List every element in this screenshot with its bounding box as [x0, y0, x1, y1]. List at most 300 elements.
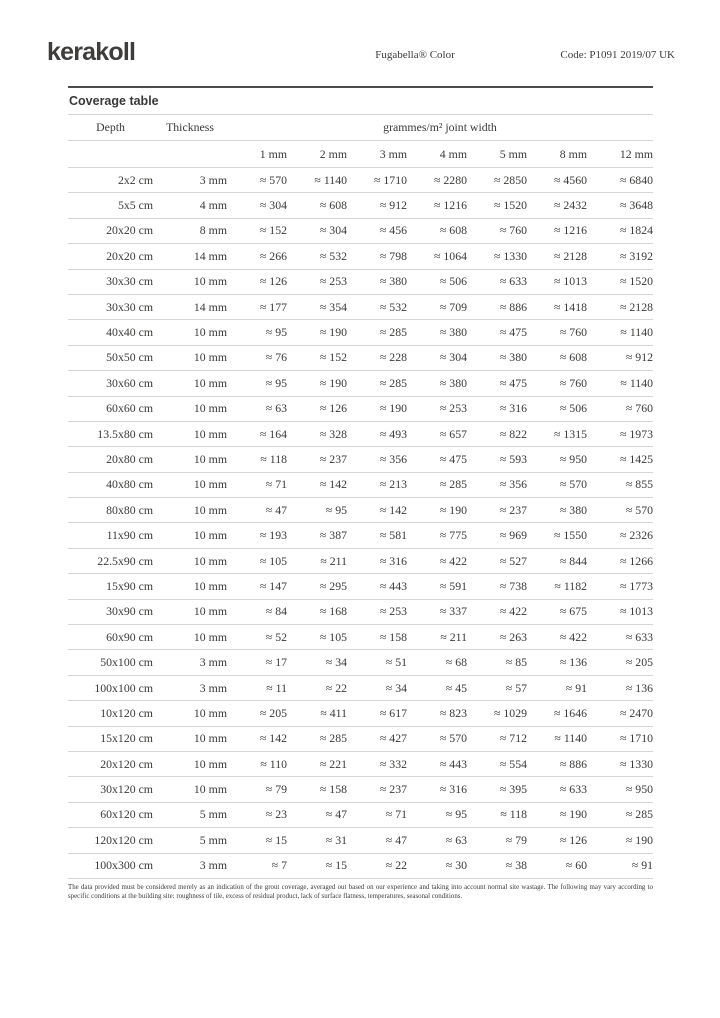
coverage-value-cell: ≈ 11 — [227, 675, 287, 700]
depth-cell: 15x90 cm — [68, 574, 153, 599]
coverage-value-cell: ≈ 608 — [407, 218, 467, 243]
table-row — [68, 472, 653, 497]
coverage-value-cell: ≈ 84 — [227, 599, 287, 624]
coverage-value-cell: ≈ 63 — [227, 396, 287, 421]
depth-cell: 30x120 cm — [68, 777, 153, 802]
coverage-value-cell: ≈ 91 — [527, 675, 587, 700]
thickness-cell: 14 mm — [153, 294, 227, 319]
coverage-value-cell: ≈ 532 — [347, 294, 407, 319]
thickness-cell: 10 mm — [153, 498, 227, 523]
coverage-value-cell: ≈ 1425 — [587, 447, 653, 472]
thickness-cell: 10 mm — [153, 447, 227, 472]
coverage-value-cell: ≈ 2128 — [587, 294, 653, 319]
coverage-value-cell: ≈ 475 — [407, 447, 467, 472]
table-row — [68, 421, 653, 446]
document-code: Code: P1091 2019/07 UK — [560, 49, 675, 61]
grammes-joint-width-header: grammes/m² joint width — [227, 115, 653, 141]
table-row — [68, 548, 653, 573]
coverage-value-cell: ≈ 45 — [407, 675, 467, 700]
coverage-value-cell: ≈ 79 — [467, 828, 527, 853]
coverage-value-cell: ≈ 147 — [227, 574, 287, 599]
coverage-value-cell: ≈ 7 — [227, 853, 287, 878]
coverage-value-cell: ≈ 47 — [227, 498, 287, 523]
empty-cell — [68, 141, 153, 168]
coverage-value-cell: ≈ 570 — [527, 472, 587, 497]
coverage-value-cell: ≈ 105 — [227, 548, 287, 573]
depth-cell: 60x120 cm — [68, 802, 153, 827]
coverage-value-cell: ≈ 380 — [347, 269, 407, 294]
coverage-value-cell: ≈ 285 — [347, 371, 407, 396]
coverage-value-cell: ≈ 91 — [587, 853, 653, 878]
coverage-value-cell: ≈ 190 — [287, 320, 347, 345]
coverage-value-cell: ≈ 380 — [527, 498, 587, 523]
coverage-value-cell: ≈ 633 — [527, 777, 587, 802]
coverage-value-cell: ≈ 63 — [407, 828, 467, 853]
coverage-value-cell: ≈ 855 — [587, 472, 653, 497]
coverage-section — [68, 86, 653, 901]
coverage-value-cell: ≈ 1064 — [407, 244, 467, 269]
coverage-value-cell: ≈ 1266 — [587, 548, 653, 573]
table-row — [68, 498, 653, 523]
coverage-value-cell: ≈ 211 — [407, 625, 467, 650]
coverage-value-cell: ≈ 2850 — [467, 168, 527, 193]
coverage-value-cell: ≈ 1773 — [587, 574, 653, 599]
coverage-value-cell: ≈ 118 — [227, 447, 287, 472]
coverage-value-cell: ≈ 506 — [527, 396, 587, 421]
coverage-value-cell: ≈ 316 — [347, 548, 407, 573]
coverage-value-cell: ≈ 152 — [227, 218, 287, 243]
coverage-value-cell: ≈ 608 — [527, 345, 587, 370]
depth-cell: 15x120 cm — [68, 726, 153, 751]
table-row — [68, 625, 653, 650]
coverage-value-cell: ≈ 237 — [347, 777, 407, 802]
coverage-value-cell: ≈ 760 — [587, 396, 653, 421]
thickness-cell: 10 mm — [153, 701, 227, 726]
joint-width-header: 5 mm — [467, 141, 527, 168]
coverage-value-cell: ≈ 95 — [227, 320, 287, 345]
coverage-value-cell: ≈ 493 — [347, 421, 407, 446]
coverage-value-cell: ≈ 633 — [587, 625, 653, 650]
coverage-value-cell: ≈ 380 — [467, 345, 527, 370]
coverage-value-cell: ≈ 422 — [467, 599, 527, 624]
section-title: Coverage table — [69, 94, 159, 108]
coverage-value-cell: ≈ 712 — [467, 726, 527, 751]
coverage-value-cell: ≈ 912 — [587, 345, 653, 370]
coverage-value-cell: ≈ 71 — [227, 472, 287, 497]
coverage-value-cell: ≈ 506 — [407, 269, 467, 294]
table-row — [68, 574, 653, 599]
coverage-value-cell: ≈ 356 — [347, 447, 407, 472]
coverage-value-cell: ≈ 1550 — [527, 523, 587, 548]
coverage-value-cell: ≈ 205 — [227, 701, 287, 726]
coverage-value-cell: ≈ 285 — [347, 320, 407, 345]
table-row — [68, 650, 653, 675]
coverage-value-cell: ≈ 1330 — [587, 751, 653, 776]
coverage-value-cell: ≈ 126 — [287, 396, 347, 421]
thickness-cell: 3 mm — [153, 853, 227, 878]
table-row — [68, 218, 653, 243]
coverage-table — [68, 114, 653, 879]
table-row — [68, 726, 653, 751]
coverage-value-cell: ≈ 51 — [347, 650, 407, 675]
coverage-value-cell: ≈ 1140 — [587, 371, 653, 396]
depth-cell: 50x100 cm — [68, 650, 153, 675]
thickness-cell: 3 mm — [153, 650, 227, 675]
table-row — [68, 396, 653, 421]
coverage-value-cell: ≈ 95 — [407, 802, 467, 827]
depth-cell: 60x60 cm — [68, 396, 153, 421]
coverage-value-cell: ≈ 177 — [227, 294, 287, 319]
coverage-value-cell: ≈ 823 — [407, 701, 467, 726]
coverage-value-cell: ≈ 570 — [407, 726, 467, 751]
thickness-cell: 10 mm — [153, 421, 227, 446]
coverage-value-cell: ≈ 105 — [287, 625, 347, 650]
coverage-value-cell: ≈ 15 — [287, 853, 347, 878]
coverage-value-cell: ≈ 1140 — [287, 168, 347, 193]
depth-cell: 20x20 cm — [68, 244, 153, 269]
coverage-value-cell: ≈ 22 — [347, 853, 407, 878]
coverage-value-cell: ≈ 608 — [287, 193, 347, 218]
thickness-cell: 3 mm — [153, 675, 227, 700]
coverage-value-cell: ≈ 136 — [527, 650, 587, 675]
depth-cell: 10x120 cm — [68, 701, 153, 726]
joint-width-header: 8 mm — [527, 141, 587, 168]
coverage-value-cell: ≈ 60 — [527, 853, 587, 878]
coverage-value-cell: ≈ 581 — [347, 523, 407, 548]
coverage-value-cell: ≈ 422 — [527, 625, 587, 650]
coverage-value-cell: ≈ 356 — [467, 472, 527, 497]
coverage-value-cell: ≈ 110 — [227, 751, 287, 776]
coverage-value-cell: ≈ 1520 — [467, 193, 527, 218]
thickness-cell: 4 mm — [153, 193, 227, 218]
coverage-value-cell: ≈ 1330 — [467, 244, 527, 269]
coverage-value-cell: ≈ 30 — [407, 853, 467, 878]
coverage-value-cell: ≈ 266 — [227, 244, 287, 269]
coverage-value-cell: ≈ 950 — [527, 447, 587, 472]
depth-cell: 5x5 cm — [68, 193, 153, 218]
coverage-value-cell: ≈ 142 — [287, 472, 347, 497]
coverage-value-cell: ≈ 570 — [587, 498, 653, 523]
coverage-value-cell: ≈ 253 — [347, 599, 407, 624]
table-row — [68, 345, 653, 370]
thickness-cell: 10 mm — [153, 371, 227, 396]
depth-cell: 120x120 cm — [68, 828, 153, 853]
thickness-cell: 10 mm — [153, 548, 227, 573]
coverage-value-cell: ≈ 164 — [227, 421, 287, 446]
thickness-cell: 10 mm — [153, 625, 227, 650]
coverage-value-cell: ≈ 1140 — [527, 726, 587, 751]
coverage-value-cell: ≈ 168 — [287, 599, 347, 624]
coverage-value-cell: ≈ 152 — [287, 345, 347, 370]
coverage-value-cell: ≈ 443 — [407, 751, 467, 776]
table-row — [68, 802, 653, 827]
coverage-value-cell: ≈ 1973 — [587, 421, 653, 446]
depth-cell: 20x20 cm — [68, 218, 153, 243]
coverage-value-cell: ≈ 886 — [467, 294, 527, 319]
coverage-value-cell: ≈ 2326 — [587, 523, 653, 548]
coverage-value-cell: ≈ 822 — [467, 421, 527, 446]
coverage-value-cell: ≈ 285 — [407, 472, 467, 497]
thickness-cell: 10 mm — [153, 320, 227, 345]
coverage-value-cell: ≈ 1140 — [587, 320, 653, 345]
depth-cell: 40x80 cm — [68, 472, 153, 497]
coverage-value-cell: ≈ 211 — [287, 548, 347, 573]
coverage-value-cell: ≈ 354 — [287, 294, 347, 319]
coverage-value-cell: ≈ 1646 — [527, 701, 587, 726]
coverage-value-cell: ≈ 95 — [287, 498, 347, 523]
coverage-value-cell: ≈ 221 — [287, 751, 347, 776]
coverage-value-cell: ≈ 85 — [467, 650, 527, 675]
joint-width-header: 1 mm — [227, 141, 287, 168]
table-row — [68, 193, 653, 218]
coverage-value-cell: ≈ 456 — [347, 218, 407, 243]
coverage-value-cell: ≈ 332 — [347, 751, 407, 776]
coverage-value-cell: ≈ 760 — [527, 371, 587, 396]
coverage-value-cell: ≈ 237 — [467, 498, 527, 523]
depth-cell: 100x300 cm — [68, 853, 153, 878]
coverage-value-cell: ≈ 6840 — [587, 168, 653, 193]
thickness-column-header: Thickness — [153, 115, 227, 141]
depth-cell: 30x60 cm — [68, 371, 153, 396]
coverage-value-cell: ≈ 142 — [347, 498, 407, 523]
coverage-value-cell: ≈ 532 — [287, 244, 347, 269]
depth-cell: 40x40 cm — [68, 320, 153, 345]
coverage-value-cell: ≈ 142 — [227, 726, 287, 751]
depth-cell: 2x2 cm — [68, 168, 153, 193]
coverage-value-cell: ≈ 328 — [287, 421, 347, 446]
depth-cell: 30x30 cm — [68, 269, 153, 294]
coverage-value-cell: ≈ 912 — [347, 193, 407, 218]
coverage-value-cell: ≈ 1418 — [527, 294, 587, 319]
coverage-value-cell: ≈ 47 — [347, 828, 407, 853]
coverage-value-cell: ≈ 38 — [467, 853, 527, 878]
depth-cell: 60x90 cm — [68, 625, 153, 650]
coverage-value-cell: ≈ 886 — [527, 751, 587, 776]
table-row — [68, 751, 653, 776]
depth-cell: 20x80 cm — [68, 447, 153, 472]
depth-cell: 100x100 cm — [68, 675, 153, 700]
coverage-value-cell: ≈ 190 — [527, 802, 587, 827]
coverage-value-cell: ≈ 253 — [407, 396, 467, 421]
coverage-value-cell: ≈ 2470 — [587, 701, 653, 726]
coverage-value-cell: ≈ 387 — [287, 523, 347, 548]
coverage-value-cell: ≈ 295 — [287, 574, 347, 599]
coverage-value-cell: ≈ 1216 — [407, 193, 467, 218]
coverage-value-cell: ≈ 427 — [347, 726, 407, 751]
depth-cell: 13.5x80 cm — [68, 421, 153, 446]
coverage-value-cell: ≈ 4560 — [527, 168, 587, 193]
coverage-value-cell: ≈ 395 — [467, 777, 527, 802]
coverage-value-cell: ≈ 76 — [227, 345, 287, 370]
thickness-cell: 8 mm — [153, 218, 227, 243]
table-row — [68, 777, 653, 802]
coverage-value-cell: ≈ 22 — [287, 675, 347, 700]
coverage-value-cell: ≈ 633 — [467, 269, 527, 294]
depth-cell: 22.5x90 cm — [68, 548, 153, 573]
table-row — [68, 675, 653, 700]
thickness-cell: 10 mm — [153, 777, 227, 802]
coverage-value-cell: ≈ 285 — [587, 802, 653, 827]
coverage-value-cell: ≈ 798 — [347, 244, 407, 269]
coverage-value-cell: ≈ 1710 — [587, 726, 653, 751]
depth-cell: 20x120 cm — [68, 751, 153, 776]
coverage-value-cell: ≈ 95 — [227, 371, 287, 396]
coverage-value-cell: ≈ 443 — [347, 574, 407, 599]
depth-cell: 30x90 cm — [68, 599, 153, 624]
coverage-value-cell: ≈ 657 — [407, 421, 467, 446]
table-row — [68, 294, 653, 319]
coverage-value-cell: ≈ 709 — [407, 294, 467, 319]
coverage-value-cell: ≈ 304 — [407, 345, 467, 370]
coverage-value-cell: ≈ 1710 — [347, 168, 407, 193]
coverage-value-cell: ≈ 17 — [227, 650, 287, 675]
joint-width-header: 12 mm — [587, 141, 653, 168]
coverage-value-cell: ≈ 193 — [227, 523, 287, 548]
coverage-value-cell: ≈ 760 — [467, 218, 527, 243]
coverage-value-cell: ≈ 760 — [527, 320, 587, 345]
table-row — [68, 853, 653, 878]
coverage-value-cell: ≈ 15 — [227, 828, 287, 853]
table-row — [68, 828, 653, 853]
coverage-value-cell: ≈ 675 — [527, 599, 587, 624]
coverage-value-cell: ≈ 190 — [287, 371, 347, 396]
thickness-cell: 10 mm — [153, 751, 227, 776]
coverage-value-cell: ≈ 68 — [407, 650, 467, 675]
depth-cell: 11x90 cm — [68, 523, 153, 548]
table-row — [68, 320, 653, 345]
coverage-value-cell: ≈ 52 — [227, 625, 287, 650]
table-row — [68, 371, 653, 396]
coverage-value-cell: ≈ 969 — [467, 523, 527, 548]
thickness-cell: 5 mm — [153, 802, 227, 827]
coverage-value-cell: ≈ 593 — [467, 447, 527, 472]
coverage-value-cell: ≈ 844 — [527, 548, 587, 573]
coverage-value-cell: ≈ 57 — [467, 675, 527, 700]
document-title: Fugabella® Color — [375, 49, 455, 61]
coverage-value-cell: ≈ 205 — [587, 650, 653, 675]
coverage-value-cell: ≈ 738 — [467, 574, 527, 599]
coverage-value-cell: ≈ 136 — [587, 675, 653, 700]
thickness-cell: 5 mm — [153, 828, 227, 853]
coverage-value-cell: ≈ 263 — [467, 625, 527, 650]
coverage-value-cell: ≈ 316 — [407, 777, 467, 802]
coverage-value-cell: ≈ 3648 — [587, 193, 653, 218]
thickness-cell: 10 mm — [153, 523, 227, 548]
coverage-value-cell: ≈ 23 — [227, 802, 287, 827]
thickness-cell: 10 mm — [153, 472, 227, 497]
joint-width-header: 3 mm — [347, 141, 407, 168]
coverage-value-cell: ≈ 79 — [227, 777, 287, 802]
coverage-value-cell: ≈ 950 — [587, 777, 653, 802]
coverage-value-cell: ≈ 316 — [467, 396, 527, 421]
coverage-value-cell: ≈ 34 — [347, 675, 407, 700]
coverage-value-cell: ≈ 31 — [287, 828, 347, 853]
coverage-value-cell: ≈ 237 — [287, 447, 347, 472]
thickness-cell: 3 mm — [153, 168, 227, 193]
thickness-cell: 10 mm — [153, 726, 227, 751]
coverage-value-cell: ≈ 1182 — [527, 574, 587, 599]
table-row — [68, 523, 653, 548]
table-row — [68, 168, 653, 193]
coverage-value-cell: ≈ 304 — [227, 193, 287, 218]
table-row — [68, 269, 653, 294]
coverage-value-cell: ≈ 1216 — [527, 218, 587, 243]
coverage-value-cell: ≈ 570 — [227, 168, 287, 193]
coverage-value-cell: ≈ 3192 — [587, 244, 653, 269]
coverage-value-cell: ≈ 126 — [227, 269, 287, 294]
empty-cell — [153, 141, 227, 168]
coverage-value-cell: ≈ 228 — [347, 345, 407, 370]
coverage-value-cell: ≈ 617 — [347, 701, 407, 726]
thickness-cell: 10 mm — [153, 345, 227, 370]
thickness-cell: 10 mm — [153, 396, 227, 421]
joint-width-header: 4 mm — [407, 141, 467, 168]
coverage-value-cell: ≈ 2432 — [527, 193, 587, 218]
depth-cell: 50x50 cm — [68, 345, 153, 370]
coverage-value-cell: ≈ 118 — [467, 802, 527, 827]
kerakoll-logo: kerakoll — [47, 38, 136, 66]
table-row — [68, 244, 653, 269]
depth-cell: 80x80 cm — [68, 498, 153, 523]
coverage-value-cell: ≈ 2280 — [407, 168, 467, 193]
coverage-value-cell: ≈ 47 — [287, 802, 347, 827]
coverage-value-cell: ≈ 527 — [467, 548, 527, 573]
coverage-value-cell: ≈ 475 — [467, 320, 527, 345]
coverage-value-cell: ≈ 34 — [287, 650, 347, 675]
coverage-value-cell: ≈ 775 — [407, 523, 467, 548]
coverage-value-cell: ≈ 1824 — [587, 218, 653, 243]
joint-width-header-row — [68, 141, 653, 168]
footnote: The data provided must be considered merely as an indication of the grout coverage, averaged out based on our experience and taking into account normal site wastage. The following may vary according to specific conditions at the building site: roughness of tile, excess of residual product, lack of surface flatness, temperatures, seasonal conditions. — [68, 883, 653, 900]
coverage-value-cell: ≈ 2128 — [527, 244, 587, 269]
table-row — [68, 599, 653, 624]
coverage-value-cell: ≈ 1520 — [587, 269, 653, 294]
coverage-value-cell: ≈ 1013 — [587, 599, 653, 624]
thickness-cell: 10 mm — [153, 599, 227, 624]
depth-column-header: Depth — [68, 115, 153, 141]
coverage-value-cell: ≈ 1029 — [467, 701, 527, 726]
table-row — [68, 701, 653, 726]
coverage-value-cell: ≈ 126 — [527, 828, 587, 853]
thickness-cell: 10 mm — [153, 269, 227, 294]
coverage-value-cell: ≈ 304 — [287, 218, 347, 243]
coverage-value-cell: ≈ 411 — [287, 701, 347, 726]
coverage-value-cell: ≈ 158 — [287, 777, 347, 802]
coverage-table-body — [68, 168, 653, 879]
coverage-value-cell: ≈ 253 — [287, 269, 347, 294]
coverage-value-cell: ≈ 190 — [347, 396, 407, 421]
coverage-value-cell: ≈ 337 — [407, 599, 467, 624]
coverage-value-cell: ≈ 380 — [407, 320, 467, 345]
coverage-value-cell: ≈ 1315 — [527, 421, 587, 446]
coverage-value-cell: ≈ 591 — [407, 574, 467, 599]
depth-cell: 30x30 cm — [68, 294, 153, 319]
table-row — [68, 447, 653, 472]
coverage-value-cell: ≈ 475 — [467, 371, 527, 396]
thickness-cell: 14 mm — [153, 244, 227, 269]
coverage-value-cell: ≈ 422 — [407, 548, 467, 573]
coverage-value-cell: ≈ 1013 — [527, 269, 587, 294]
coverage-value-cell: ≈ 71 — [347, 802, 407, 827]
coverage-value-cell: ≈ 158 — [347, 625, 407, 650]
thickness-cell: 10 mm — [153, 574, 227, 599]
coverage-value-cell: ≈ 285 — [287, 726, 347, 751]
joint-width-header: 2 mm — [287, 141, 347, 168]
coverage-value-cell: ≈ 380 — [407, 371, 467, 396]
coverage-value-cell: ≈ 190 — [587, 828, 653, 853]
coverage-value-cell: ≈ 213 — [347, 472, 407, 497]
coverage-value-cell: ≈ 554 — [467, 751, 527, 776]
